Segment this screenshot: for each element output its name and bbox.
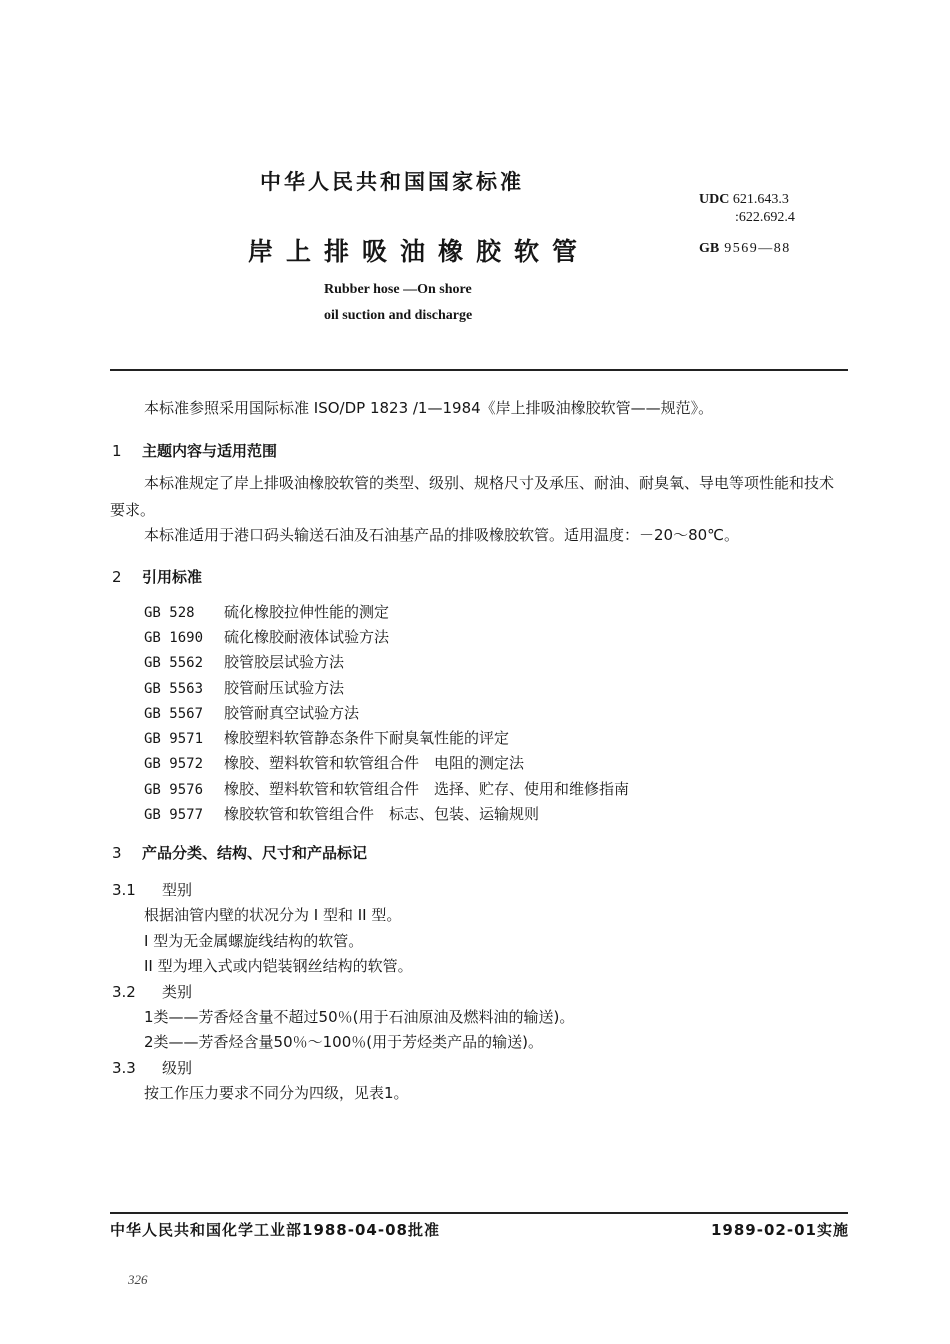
section-number: 1 xyxy=(112,442,122,460)
reference-name: 橡胶、塑料软管和软管组合件 选择、贮存、使用和维修指南 xyxy=(224,780,630,798)
section-title: 产品分类、结构、尺寸和产品标记 xyxy=(142,844,368,862)
gb-number: 9569—88 xyxy=(724,241,791,256)
subsection-line: 按工作压力要求不同分为四级，见表1。 xyxy=(144,1084,409,1102)
reference-name: 硫化橡胶拉伸性能的测定 xyxy=(224,603,390,621)
subsection-line: 2类——芳香烃含量50％～100％(用于芳烃类产品的输送)。 xyxy=(144,1033,543,1051)
effective-date: 1989-02-01实施 xyxy=(711,1221,849,1239)
reference-name: 橡胶软管和软管组合件 标志、包装、运输规则 xyxy=(224,805,540,823)
udc-label: UDC xyxy=(699,192,730,207)
subsection-number: 3.3 xyxy=(112,1059,136,1077)
reference-name: 胶管胶层试验方法 xyxy=(224,653,345,671)
english-title-line-1: Rubber hose —On shore xyxy=(324,282,472,297)
reference-code: GB 5562 xyxy=(144,655,204,671)
subsection-3-2-heading xyxy=(112,981,192,1002)
reference-name: 橡胶塑料软管静态条件下耐臭氧性能的评定 xyxy=(224,729,510,747)
section-1-heading xyxy=(112,440,277,461)
subsection-title: 级别 xyxy=(162,1059,193,1077)
reference-item xyxy=(144,803,539,824)
footer-divider xyxy=(110,1212,848,1214)
reference-code: GB 9572 xyxy=(144,756,204,772)
subsection-line: I 型为无金属螺旋线结构的软管。 xyxy=(144,932,364,950)
udc-code-1: 621.643.3 xyxy=(732,192,789,207)
header-divider xyxy=(110,369,848,371)
national-standard-heading: 中华人民共和国国家标准 xyxy=(260,170,524,194)
udc-code-2: :622.692.4 xyxy=(735,210,795,225)
reference-code: GB 9576 xyxy=(144,782,204,798)
section-1-paragraph-1 xyxy=(110,470,848,524)
page-title: 岸上排吸油橡胶软管 xyxy=(248,237,591,266)
reference-item xyxy=(144,651,344,672)
reference-item xyxy=(144,601,389,622)
subsection-line: II 型为埋入式或内铠装钢丝结构的软管。 xyxy=(144,957,413,975)
section-1-paragraph-2 xyxy=(110,522,848,549)
section-title: 引用标准 xyxy=(142,568,203,586)
reference-name: 橡胶、塑料软管和软管组合件 电阻的测定法 xyxy=(224,754,525,772)
subsection-title: 类别 xyxy=(162,983,193,1001)
subsection-3-3-heading xyxy=(112,1057,192,1078)
approval-line: 中华人民共和国化学工业部1988-04-08批准 xyxy=(110,1221,440,1239)
gb-label: GB xyxy=(699,241,720,256)
section-number: 2 xyxy=(112,568,122,586)
paragraph-text: 本标准适用于港口码头输送石油及石油基产品的排吸橡胶软管。适用温度：－20～80℃。 xyxy=(144,526,740,544)
subsection-line: 1类——芳香烃含量不超过50％(用于石油原油及燃料油的输送)。 xyxy=(144,1008,575,1026)
reference-item xyxy=(144,702,359,723)
subsection-number: 3.2 xyxy=(112,983,136,1001)
subsection-title: 型别 xyxy=(162,881,193,899)
reference-item xyxy=(144,626,389,647)
reference-name: 胶管耐真空试验方法 xyxy=(224,704,360,722)
section-2-heading xyxy=(112,566,202,587)
reference-code: GB 1690 xyxy=(144,630,204,646)
reference-code: GB 9577 xyxy=(144,807,204,823)
page-number: 326 xyxy=(128,1272,148,1287)
subsection-3-1-heading xyxy=(112,879,192,900)
section-3-heading xyxy=(112,842,367,863)
gb-standard-number xyxy=(699,241,791,257)
paragraph-text: 本标准规定了岸上排吸油橡胶软管的类型、级别、规格尺寸及承压、耐油、耐臭氧、导电等项性能和技术要求。 xyxy=(110,474,835,519)
reference-name: 胶管耐压试验方法 xyxy=(224,679,345,697)
subsection-number: 3.1 xyxy=(112,881,136,899)
reference-name: 硫化橡胶耐液体试验方法 xyxy=(224,628,390,646)
reference-code: GB 5563 xyxy=(144,681,204,697)
reference-code: GB 528 xyxy=(144,605,195,621)
reference-code: GB 5567 xyxy=(144,706,204,722)
udc-classification xyxy=(699,191,795,227)
reference-item xyxy=(144,727,509,748)
reference-item xyxy=(144,752,524,773)
subsection-line: 根据油管内壁的状况分为 I 型和 II 型。 xyxy=(144,906,402,924)
reference-code: GB 9571 xyxy=(144,731,204,747)
intro-paragraph xyxy=(110,395,848,422)
english-title-line-2: oil suction and discharge xyxy=(324,308,473,323)
section-title: 主题内容与适用范围 xyxy=(142,442,278,460)
section-number: 3 xyxy=(112,844,122,862)
reference-item xyxy=(144,778,629,799)
intro-text: 本标准参照采用国际标准 ISO/DP 1823 /1—1984《岸上排吸油橡胶软管——规范》。 xyxy=(144,399,714,417)
reference-item xyxy=(144,677,344,698)
